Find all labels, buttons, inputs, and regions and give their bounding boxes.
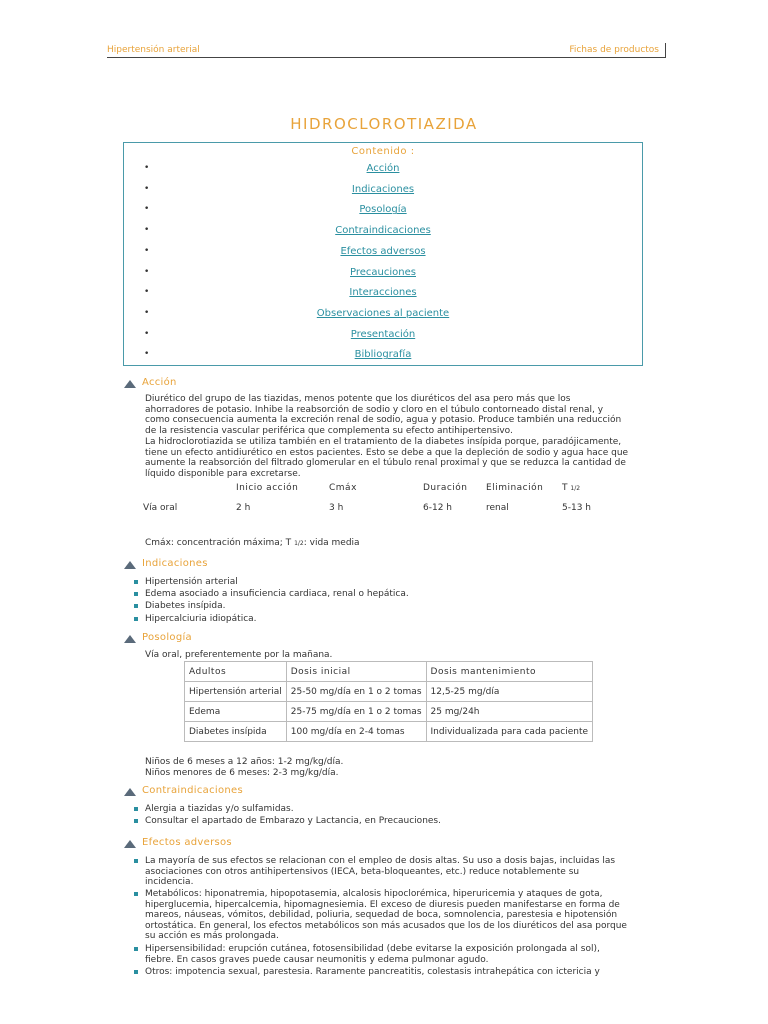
pediatric-dose-1: Niños de 6 meses a 12 años: 1-2 mg/kg/día. (145, 757, 344, 767)
toc-item (124, 204, 642, 218)
table-cell: 12,5-25 mg/día (426, 682, 593, 702)
toc-link[interactable]: Presentación (350, 328, 416, 340)
list-item-line: su acción es más prolongada. (145, 931, 279, 942)
table-cell: 25 mg/24h (426, 702, 593, 722)
table-row (185, 682, 593, 702)
table-cell: Adultos (185, 662, 287, 682)
table-cell: 25-75 mg/día en 1 o 2 tomas (286, 702, 426, 722)
table-cell: Dosis inicial (286, 662, 426, 682)
list-item-text: Diabetes insípida. (145, 601, 226, 612)
toc-bullet: • (144, 225, 150, 236)
list-item-text: Hipercalciuria idiopática. (145, 613, 257, 624)
dosage-table (184, 661, 593, 742)
toc-bullet: • (144, 204, 150, 215)
list-item-text: Alergia a tiazidas y/o sulfamidas. (145, 804, 294, 814)
up-arrow-icon[interactable] (124, 380, 136, 388)
pk-header-cmax: Cmáx (329, 483, 357, 493)
square-bullet-icon (134, 604, 138, 608)
posologia-intro: Vía oral, preferentemente por la mañana. (145, 650, 333, 660)
section-heading: Indicaciones (142, 558, 208, 569)
pk-inicio: 2 h (236, 503, 251, 513)
toc-link[interactable]: Observaciones al paciente (316, 307, 450, 319)
table-row (185, 722, 593, 742)
toc-item (124, 308, 642, 322)
square-bullet-icon (134, 947, 138, 951)
header-category: Fichas de productos (569, 45, 659, 55)
up-arrow-icon[interactable] (124, 561, 136, 569)
table-of-contents (123, 142, 643, 366)
toc-bullet: • (144, 163, 150, 173)
table-header-row (185, 662, 593, 682)
list-item-line: La mayoría de sus efectos se relacionan con el empleo de dosis altas. Su uso a dosis bajas, incluidas las (145, 856, 616, 866)
accion-text-line: de la resistencia vascular periférica que complementa su efecto antihipertensivo. (145, 426, 513, 437)
list-item-line: incidencia. (145, 877, 194, 887)
list-item-line: mareos, náuseas, vómitos, debilidad, poliuria, sequedad de boca, somnolencia, parestesia e hipotensión (145, 910, 618, 921)
accion-text-line: ahorradores de potasio. Inhibe la reabsorción de sodio y cloro en el túbulo contorneado distal renal, y (145, 404, 604, 415)
table-cell: Hipertensión arterial (185, 682, 287, 702)
toc-heading: Contenido : (351, 146, 415, 157)
pk-header-inicio: Inicio acción (236, 483, 299, 493)
toc-link[interactable]: Interacciones (349, 287, 417, 299)
toc-link[interactable]: Indicaciones (351, 183, 415, 195)
toc-item (124, 246, 642, 260)
accion-text-line: líquido disponible para excretarse. (145, 468, 301, 479)
pk-duracion: 6-12 h (423, 503, 452, 513)
page-header (107, 43, 666, 58)
toc-item (124, 349, 642, 363)
toc-link[interactable]: Efectos adversos (340, 245, 426, 257)
accion-text-line: Diurético del grupo de las tiazidas, menos potente que los diuréticos del asa pero más que los (145, 394, 571, 404)
square-bullet-icon (134, 580, 138, 584)
table-cell: 25-50 mg/día en 1 o 2 tomas (286, 682, 426, 702)
square-bullet-icon (134, 970, 138, 974)
list-item-text (145, 967, 635, 978)
toc-link[interactable]: Posología (359, 204, 407, 216)
toc-item (124, 163, 642, 177)
list-item-text (145, 944, 635, 965)
toc-item (124, 184, 642, 198)
list-item-text: Consultar el apartado de Embarazo y Lactancia, en Precauciones. (145, 816, 441, 827)
square-bullet-icon (134, 892, 138, 896)
list-item-line: hiperglucemia, hipercalcemia, hipomagnesiemia. El exceso de diuresis pueden manifestarse en forma de (145, 899, 620, 910)
toc-item (124, 329, 642, 343)
pk-half-life: 5-13 h (562, 503, 591, 513)
section-heading: Posología (142, 632, 192, 643)
pk-footnote: Cmáx: concentración máxima; T 1/2: vida media (145, 538, 360, 548)
table-cell: Edema (185, 702, 287, 722)
toc-link[interactable]: Acción (366, 163, 400, 174)
section-heading: Contraindicaciones (142, 785, 243, 796)
toc-bullet: • (144, 307, 150, 318)
table-cell: 100 mg/día en 2-4 tomas (286, 722, 426, 742)
list-item-text (145, 856, 635, 888)
table-cell: Diabetes insípida (185, 722, 287, 742)
square-bullet-icon (134, 617, 138, 621)
toc-item (124, 225, 642, 239)
toc-bullet: • (144, 266, 150, 277)
toc-link[interactable]: Bibliografía (354, 349, 412, 361)
square-bullet-icon (134, 859, 138, 863)
list-item-line: ortostática. En general, los efectos metabólicos son más acusados que los de los diuréticos del asa porque (145, 920, 627, 931)
accion-text-line: aumente la reabsorción del filtrado glomerular en el túbulo renal proximal y que se reduzca la cantidad de (145, 458, 626, 469)
list-item-text: Edema asociado a insuficiencia cardiaca, renal o hepática. (145, 589, 409, 600)
pediatric-dose-2: Niños menores de 6 meses: 2-3 mg/kg/día. (145, 768, 339, 778)
document-title: HIDROCLOROTIAZIDA (290, 115, 478, 133)
toc-item (124, 267, 642, 281)
square-bullet-icon (134, 592, 138, 596)
accion-text-line: tiene un efecto antidiurético en estos pacientes. Esto se debe a que la depleción de sodio y agua hace que (145, 447, 629, 458)
pk-header-duracion: Duración (423, 483, 468, 493)
table-cell: Individualizada para cada paciente (426, 722, 593, 742)
toc-link[interactable]: Contraindicaciones (335, 225, 431, 237)
pk-via: Vía oral (143, 503, 178, 513)
list-item-line: asociaciones con otros antihipertensivos (IECA, beta-bloqueantes, etc.) reduce notablemente su (145, 866, 580, 877)
up-arrow-icon[interactable] (124, 788, 136, 796)
toc-bullet: • (144, 183, 150, 194)
list-item-line: fiebre. En casos graves puede causar neumonitis y edema pulmonar agudo. (145, 954, 489, 965)
list-item-line: Metabólicos: hiponatremia, hipopotasemia, alcalosis hipoclorémica, hiperuricemia y ataques de gota, (145, 889, 603, 900)
table-cell: Dosis mantenimiento (426, 662, 593, 682)
list-item-text: Hipertensión arterial (145, 577, 238, 587)
pk-header-row (145, 483, 645, 495)
accion-text-line: como consecuencia aumenta la excreción renal de sodio, agua y potasio. Produce también una reducción (145, 415, 622, 426)
list-item-text (145, 889, 635, 942)
toc-bullet: • (144, 349, 150, 360)
toc-bullet: • (144, 328, 150, 339)
pk-header-eliminacion: Eliminación (486, 483, 544, 493)
list-item-line: Hipersensibilidad: erupción cutánea, fotosensibilidad (debe evitarse la exposición prolongada al sol), (145, 944, 600, 954)
toc-bullet: • (144, 287, 150, 298)
up-arrow-icon[interactable] (124, 840, 136, 848)
header-section-title: Hipertensión arterial (107, 45, 200, 55)
section-heading: Efectos adversos (142, 837, 232, 848)
pk-header-half-life: T 1/2 (562, 483, 581, 493)
up-arrow-icon[interactable] (124, 635, 136, 643)
list-item-line: Otros: impotencia sexual, parestesia. Raramente pancreatitis, colestasis intrahepática con ictericia y (145, 966, 600, 977)
toc-bullet: • (144, 245, 150, 256)
section-heading: Acción (142, 377, 177, 388)
table-row (185, 702, 593, 722)
toc-item (124, 287, 642, 301)
square-bullet-icon (134, 819, 138, 823)
pk-eliminacion: renal (486, 503, 509, 513)
toc-link[interactable]: Precauciones (350, 266, 416, 278)
accion-text-line: La hidroclorotiazida se utiliza también en el tratamiento de la diabetes insípida porque, paradójicamente, (145, 436, 622, 447)
pk-data-row (145, 503, 645, 515)
square-bullet-icon (134, 807, 138, 811)
pk-cmax: 3 h (329, 503, 344, 513)
